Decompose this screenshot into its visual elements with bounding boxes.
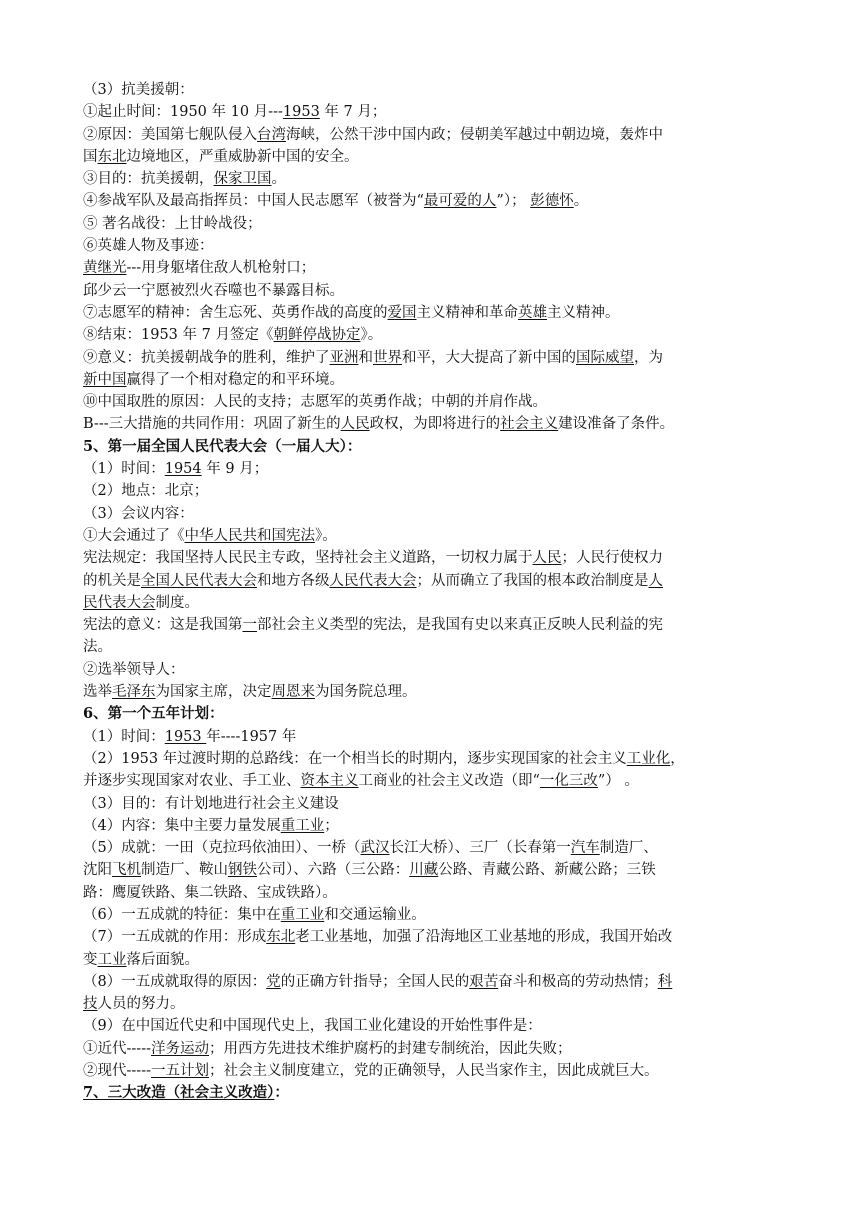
underlined-term: 1954 [164,461,202,478]
text-segment: 6、第一个五年计划： [83,705,224,723]
text-segment: 海峡，公然干涉中国内政；侵朝美军越过中朝边境，轰炸中 [286,126,663,143]
text-segment: ⑧结束：1953 年 7 月签定《 [83,327,274,344]
underlined-term: 重工业 [280,817,325,834]
text-line [83,726,820,748]
underlined-term: 汽车 [570,840,600,857]
text-segment: ⑩中国取胜的原因：人民的支持；志愿军的英勇作战；中朝的并肩作战。 [83,394,547,411]
text-line [83,904,820,926]
underlined-term: 世界 [373,349,402,366]
underlined-term: 艰苦 [469,973,499,990]
text-segment: 部社会主义类型的宪法，是我国有史以来真正反映人民利益的宪 [257,617,663,634]
text-segment: 。 [573,193,589,210]
underlined-term: 洋务运动 [151,1040,209,1057]
text-segment: 年 7 月； [319,104,387,121]
text-segment: ；用西方先进技术维护腐朽的封建专制统治，因此失败； [209,1040,572,1057]
text-segment: 落后面貌。 [126,951,199,968]
text-segment: 奋斗和极高的劳动热情； [498,973,658,990]
underlined-term: 7、三大改造（社会主义改造） [83,1084,275,1102]
text-segment: 长江大桥）、三厂（长春第一 [389,840,571,857]
underlined-term: 朝鲜停战协定 [273,327,361,344]
underlined-term: 国际威望 [576,349,634,366]
text-line [83,859,820,881]
underlined-term: 人民 [340,416,370,433]
underlined-term: 人 [648,572,663,589]
text-segment: 邱少云一宁愿被烈火吞噬也不暴露目标。 [83,282,344,299]
text-segment: 老工业基地，加强了沿海地区工业基地的形成，我国开始改 [295,929,673,946]
text-line [83,971,820,993]
underlined-term: 一 [242,617,257,634]
underlined-term: 技 [83,996,98,1013]
text-line [83,681,820,703]
text-segment: 的正确方针指导；全国人民的 [280,973,470,990]
underlined-term: 工业 [97,951,127,968]
text-segment: 国 [83,148,98,165]
text-line [83,280,820,302]
text-segment: （6）一五成就的特征：集中在 [83,906,281,923]
underlined-term: 1953 [282,104,320,121]
text-line [83,369,820,391]
text-segment: ①近代----- [83,1040,151,1057]
text-segment: ；人民行使权力 [561,550,663,567]
underlined-term: 全国人民代表大会 [141,572,257,589]
underlined-term: 资本主义 [300,773,359,790]
text-segment: 制度。 [155,594,199,611]
text-segment: ，为 [634,349,663,366]
underlined-term: 科 [657,973,673,990]
text-line [83,926,820,948]
underlined-term: 民代表大会 [83,594,156,611]
text-segment: 5、第一届全国人民代表大会（一届人大）： [83,437,362,455]
underlined-term: 彭德怀 [530,193,574,210]
underlined-term: 一化三改 [539,773,598,790]
text-segment: （1）时间： [83,461,165,478]
text-segment: ；从而确立了我国的根本政治制度是 [416,572,649,589]
text-segment: ④参战军队及最高指挥员：中国人民志愿军（被誉为“ [83,193,424,210]
underlined-term: 最可爱的人 [423,193,497,210]
text-segment: （1）时间： [83,728,165,745]
text-segment: 和交通运输业。 [324,906,426,923]
text-line [83,213,820,235]
text-line [83,480,820,502]
text-segment: 制造厂、鞍山 [141,862,228,879]
text-segment: 为国家主席，决定 [155,684,272,701]
text-segment: （3）目的：有计划地进行社会主义建设 [83,795,339,812]
text-line [83,257,820,279]
text-segment: （8）一五成就取得的原因： [83,973,267,990]
text-line [83,124,820,146]
text-segment: 制造厂、 [599,840,658,857]
text-line [83,882,820,904]
underlined-term: 钢铁 [228,862,257,879]
text-line [83,636,820,658]
text-line [83,592,820,614]
text-line [83,837,820,859]
underlined-term: 东北 [266,929,296,946]
text-segment: （2）地点：北京； [83,483,209,500]
underlined-term: 亚洲 [329,349,359,366]
text-line [83,1038,820,1060]
text-line [83,101,820,123]
text-segment: 年----1957 年 [206,728,297,745]
text-segment: ①起止时间：1950 年 10 月--- [83,104,283,121]
text-line [83,190,820,212]
text-segment: 赢得了一个相对稳定的和平环境。 [126,371,344,388]
text-segment: 主义精神。 [547,304,620,321]
text-line [83,547,820,569]
text-segment: 。 [271,171,286,188]
underlined-term: 黄继光 [83,260,127,277]
text-segment: 沈阳 [83,862,112,879]
text-segment: 年 9 月； [201,461,269,478]
text-line [83,815,820,837]
text-segment: 宪法规定：我国坚持人民民主专政，坚持社会主义道路，一切权力属于 [83,550,533,567]
text-segment: （2）1953 年过渡时期的总路线：在一个相当长的时期内，逐步实现国家的社会主义 [83,750,627,767]
text-segment: （5）成就：一田（克拉玛依油田）、一桥（ [83,840,361,857]
text-segment: 变 [83,951,98,968]
text-segment: 工商业的社会主义改造（即“ [358,773,540,790]
text-segment: B---三大措施的共同作用：巩固了新生的 [83,416,341,433]
text-line [83,146,820,168]
text-segment: 公司）、六路（三公路： [257,862,410,879]
text-line [83,614,820,636]
text-segment: ： [274,1084,289,1102]
text-segment: ---用身躯堵住敌人机枪射口； [126,260,316,277]
text-line [83,503,820,525]
text-line [83,525,820,547]
text-line [83,570,820,592]
text-line [83,391,820,413]
text-segment: ②原因：美国第七舰队侵入 [83,126,257,143]
text-segment: 宪法的意义：这是我国第 [83,617,243,634]
text-segment: ， [670,750,685,767]
text-segment: （3）会议内容： [83,505,194,522]
underlined-term: 台湾 [257,126,286,143]
text-segment: ①大会通过了《 [83,527,185,544]
underlined-term: 毛泽东 [112,684,156,701]
text-segment: 和平，大大提高了新中国的 [402,349,576,366]
text-segment: 路：鹰厦铁路、集二铁路、宝成铁路）。 [83,884,337,901]
text-line [83,168,820,190]
text-segment: 并逐步实现国家对农业、手工业、 [83,773,301,790]
text-segment: ；社会主义制度建立，党的正确领导，人民当家作主，因此成就巨大。 [209,1063,659,1080]
underlined-term: 中华人民共和国宪法 [184,527,315,544]
text-segment: 》。 [315,527,337,544]
text-segment: 和 [358,349,373,366]
text-line [83,79,820,101]
underlined-term: 周恩来 [271,684,315,701]
text-segment: 主义精神和革命 [416,304,518,321]
underlined-term: 社会主义 [500,416,559,433]
underlined-term: 川藏 [409,862,439,879]
underlined-term: 工业化 [626,750,671,767]
underlined-term: 东北 [97,148,127,165]
underlined-term: 重工业 [280,906,325,923]
underlined-term: 新中国 [83,371,127,388]
text-segment: ； [324,817,339,834]
text-segment: ⑤ 著名战役：上甘岭战役； [83,215,262,232]
text-line [83,302,820,324]
text-segment: ”） 。 [597,773,639,790]
text-segment: ⑦志愿军的精神：舍生忘死、英勇作战的高度的 [83,304,388,321]
text-line [83,1060,820,1082]
text-line [83,347,820,369]
text-segment: （4）内容：集中主要力量发展 [83,817,281,834]
text-segment: 和地方各级 [257,572,330,589]
section-heading [83,436,820,458]
section-heading [83,1082,820,1104]
underlined-term: 飞机 [112,862,141,879]
underlined-term: 人民 [532,550,562,567]
text-segment: ”）； [496,193,531,210]
text-segment: ②选举领导人： [83,661,185,678]
text-line [83,993,820,1015]
text-line [83,748,820,770]
text-line [83,324,820,346]
text-segment: ②现代----- [83,1063,151,1080]
underlined-term: 保家卫国 [213,171,272,188]
text-segment: （3）抗美援朝： [83,82,194,98]
text-segment: 选举 [83,684,112,701]
text-line [83,770,820,792]
text-segment: ⑨意义：抗美援朝战争的胜利，维护了 [83,349,330,366]
text-segment: （7）一五成就的作用：形成 [83,929,267,946]
text-segment: 人员的努力。 [97,996,185,1013]
underlined-term: 1953 [164,728,207,745]
text-segment: ③目的：抗美援朝， [83,171,214,188]
text-segment: 》。 [360,327,383,344]
text-segment: 法。 [83,639,112,656]
text-line [83,659,820,681]
section-heading [83,703,820,725]
text-segment: 为国务院总理。 [315,684,417,701]
underlined-term: 武汉 [360,840,390,857]
text-line [83,1015,820,1037]
underlined-term: 爱国 [387,304,417,321]
underlined-term: 英雄 [518,304,547,321]
text-segment: 公路、青藏公路、新藏公路；三铁 [438,862,656,879]
underlined-term: 人民代表大会 [329,572,417,589]
text-segment: 边境地区，严重威胁新中国的安全。 [126,148,359,165]
text-line [83,235,820,257]
text-segment: （9）在中国近代史和中国现代史上，我国工业化建设的开始性事件是： [83,1018,542,1035]
underlined-term: 一五计划 [151,1063,209,1080]
text-line [83,413,820,435]
text-segment: ⑥英雄人物及事迹： [83,238,214,255]
text-line [83,949,820,971]
text-segment: 建设准备了条件。 [558,416,675,433]
text-line [83,793,820,815]
text-segment: 的机关是 [83,572,141,589]
text-line [83,458,820,480]
text-segment: 政权，为即将进行的 [369,416,501,433]
underlined-term: 党 [266,973,281,990]
